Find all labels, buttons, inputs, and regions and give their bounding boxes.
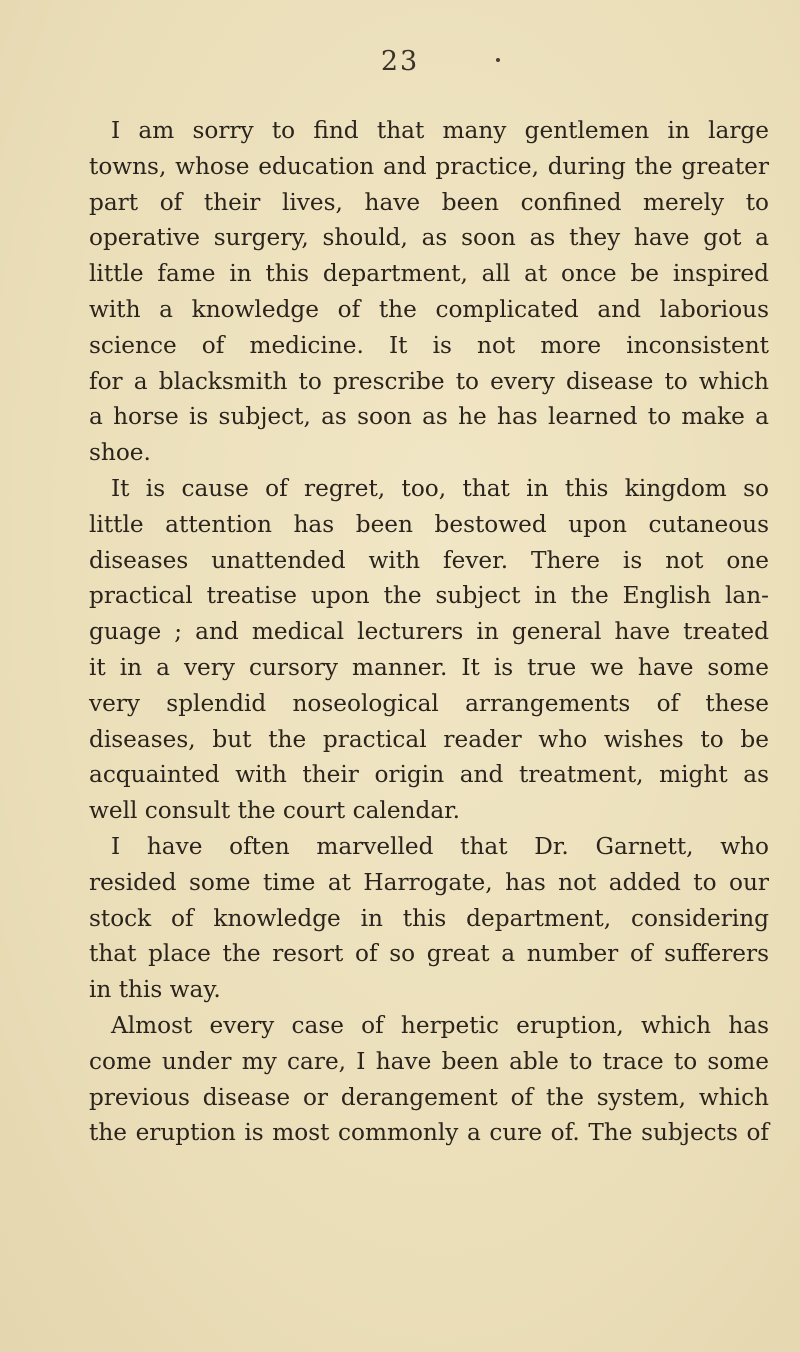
text-line: a horse is subject, as soon as he has learned to make a [89,403,769,431]
text-line: part of their lives, have been confined merely to [89,188,769,216]
text-line: science of medicine. It is not more inconsistent [89,331,769,359]
text-line: previous disease or derangement of the system, which [89,1083,769,1111]
text-line: stock of knowledge in this department, considering [89,904,769,932]
text-line: operative surgery, should, as soon as they have got a [89,224,769,252]
text-line: resided some time at Harrogate, has not added to our [89,868,769,896]
text-line: very splendid noseological arrangements of these [89,689,769,717]
text-line: guage ; and medical lecturers in general have treated [89,618,769,646]
text-line: for a blacksmith to prescribe to every disease to which [89,367,769,395]
text-line: I have often marvelled that Dr. Garnett, who [111,832,769,860]
text-line: it in a very cursory manner. It is true we have some [89,653,769,681]
text-line: Almost every case of herpetic eruption, which has [111,1011,769,1039]
text-line: that place the resort of so great a number of sufferers [89,940,769,968]
text-line: diseases, but the practical reader who wishes to be [89,725,769,753]
text-line: I am sorry to find that many gentlemen in large [111,117,769,144]
text-line: come under my care, I have been able to trace to some [89,1047,769,1075]
page-number: 23 [380,46,420,77]
text-line: with a knowledge of the complicated and laborious [89,295,769,323]
text-line: little attention has been bestowed upon cutaneous [89,510,769,538]
text-line: acquainted with their origin and treatment, might as [89,761,769,789]
text-line: towns, whose education and practice, during the greater [89,152,769,180]
text-line: in this way. [89,976,221,1004]
text-line: shoe. [89,439,151,467]
body-text [89,113,769,1151]
text-line: the eruption is most commonly a cure of. The subjects of [89,1119,769,1147]
text-line: diseases unattended with fever. There is not one [89,546,769,574]
text-line: It is cause of regret, too, that in this kingdom so [111,474,769,502]
text-line: practical treatise upon the subject in the English lan- [89,582,769,610]
text-line: little fame in this department, all at once be inspired [89,260,769,288]
text-line: well consult the court calendar. [89,797,461,825]
ink-speck [496,58,500,62]
